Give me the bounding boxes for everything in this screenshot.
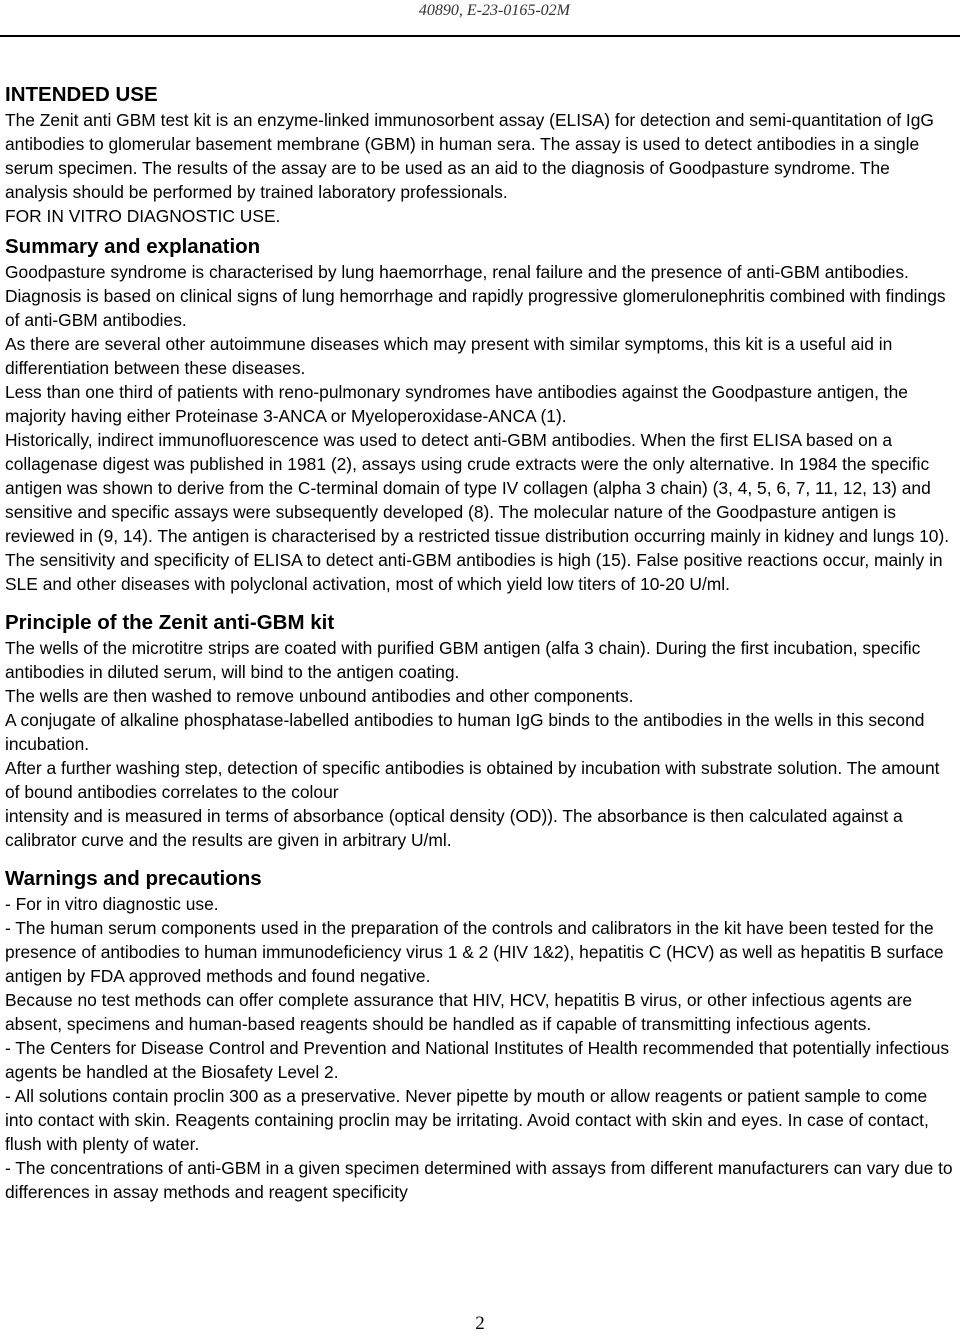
principle-paragraph: After a further washing step, detection of specific antibodies is obtained by incubation with substrate solution. The amount of bound antibodies correlates to the colour [5, 758, 940, 802]
summary-paragraph: The sensitivity and specificity of ELISA to detect anti-GBM antibodies is high (15). False positive reactions occur, mainly in SLE and other diseases with polyclonal activation, most of which yield low titers of 10-20 U/ml. [5, 550, 943, 594]
principle-paragraph: The wells are then washed to remove unbound antibodies and other components. [5, 686, 634, 706]
warnings-item: - For in vitro diagnostic use. [5, 894, 219, 914]
intended-use-paragraph: The Zenit anti GBM test kit is an enzyme-linked immunosorbent assay (ELISA) for detection and semi-quantitation of IgG antibodies to glomerular basement membrane (GBM) in human sera. The assay is used to detect antibodies in a single serum specimen. The results of the assay are to be used as an aid to the diagnosis of Goodpasture syndrome. The analysis should be performed by trained laboratory professionals. [5, 110, 934, 202]
summary-paragraph: Historically, indirect immunofluorescence was used to detect anti-GBM antibodies. When the first ELISA based on a collagenase digest was published in 1981 (2), assays using crude extracts were the only alternative. In 1984 the specific antigen was shown to derive from the C-terminal domain of type IV collagen (alpha 3 chain) (3, 4, 5, 6, 7, 11, 12, 13) and sensitive and specific assays were subsequently developed (8). The molecular nature of the Goodpasture antigen is reviewed in (9, 14). The antigen is characterised by a restricted tissue distribution occurring mainly in kidney and lungs 10). [5, 430, 950, 546]
warnings-item: - The Centers for Disease Control and Prevention and National Institutes of Health recommended that potentially infectious agents be handled at the Biosafety Level 2. [5, 1038, 950, 1082]
warnings-item: Because no test methods can offer complete assurance that HIV, HCV, hepatitis B virus, or other infectious agents are absent, specimens and human-based reagents should be handled as if capable of transmitting infectious agents. [5, 990, 913, 1034]
warnings-section [5, 866, 957, 1204]
ivd-statement: FOR IN VITRO DIAGNOSTIC USE. [5, 206, 281, 226]
principle-section [5, 610, 957, 852]
document-reference: 40890, E-23-0165-02M [418, 2, 570, 19]
summary-paragraph: Goodpasture syndrome is characterised by lung haemorrhage, renal failure and the presence of anti-GBM antibodies. Diagnosis is based on clinical signs of lung hemorrhage and rapidly progressive glomerulonephritis combined with findings of anti-GBM antibodies. [5, 262, 946, 330]
principle-heading: Principle of the Zenit anti-GBM kit [5, 611, 335, 634]
summary-section [5, 234, 957, 596]
intended-use-section [5, 82, 957, 228]
intended-use-heading: INTENDED USE [5, 83, 158, 106]
document-body [5, 82, 957, 1204]
header-divider [0, 35, 960, 37]
warnings-heading: Warnings and precautions [5, 867, 262, 890]
summary-paragraph: Less than one third of patients with reno-pulmonary syndromes have antibodies against the Goodpasture antigen, the majority having either Proteinase 3-ANCA or Myeloperoxidase-ANCA (1). [5, 382, 908, 426]
warnings-item: - The human serum components used in the preparation of the controls and calibrators in the kit have been tested for the presence of antibodies to human immunodeficiency virus 1 & 2 (HIV 1&2), hepatitis C (HCV) as well as hepatitis B surface antigen by FDA approved methods and found negative. [5, 918, 944, 986]
warnings-item: - All solutions contain proclin 300 as a preservative. Never pipette by mouth or allow reagents or patient sample to come into contact with skin. Reagents containing proclin may be irritating. Avoid contact with skin and eyes. In case of contact, flush with plenty of water. [5, 1086, 929, 1154]
principle-paragraph: The wells of the microtitre strips are coated with purified GBM antigen (alfa 3 chain). During the first incubation, specific antibodies in diluted serum, will bind to the antigen coating. [5, 638, 921, 682]
warnings-item: - The concentrations of anti-GBM in a given specimen determined with assays from different manufacturers can vary due to differences in assay methods and reagent specificity [5, 1158, 953, 1202]
summary-paragraph: As there are several other autoimmune diseases which may present with similar symptoms, this kit is a useful aid in differentiation between these diseases. [5, 334, 893, 378]
summary-heading: Summary and explanation [5, 235, 261, 258]
principle-paragraph: A conjugate of alkaline phosphatase-labelled antibodies to human IgG binds to the antibodies in the wells in this second incubation. [5, 710, 925, 754]
principle-paragraph: intensity and is measured in terms of absorbance (optical density (OD)). The absorbance is then calculated against a calibrator curve and the results are given in arbitrary U/ml. [5, 806, 903, 850]
page-number: 2 [475, 1313, 485, 1334]
